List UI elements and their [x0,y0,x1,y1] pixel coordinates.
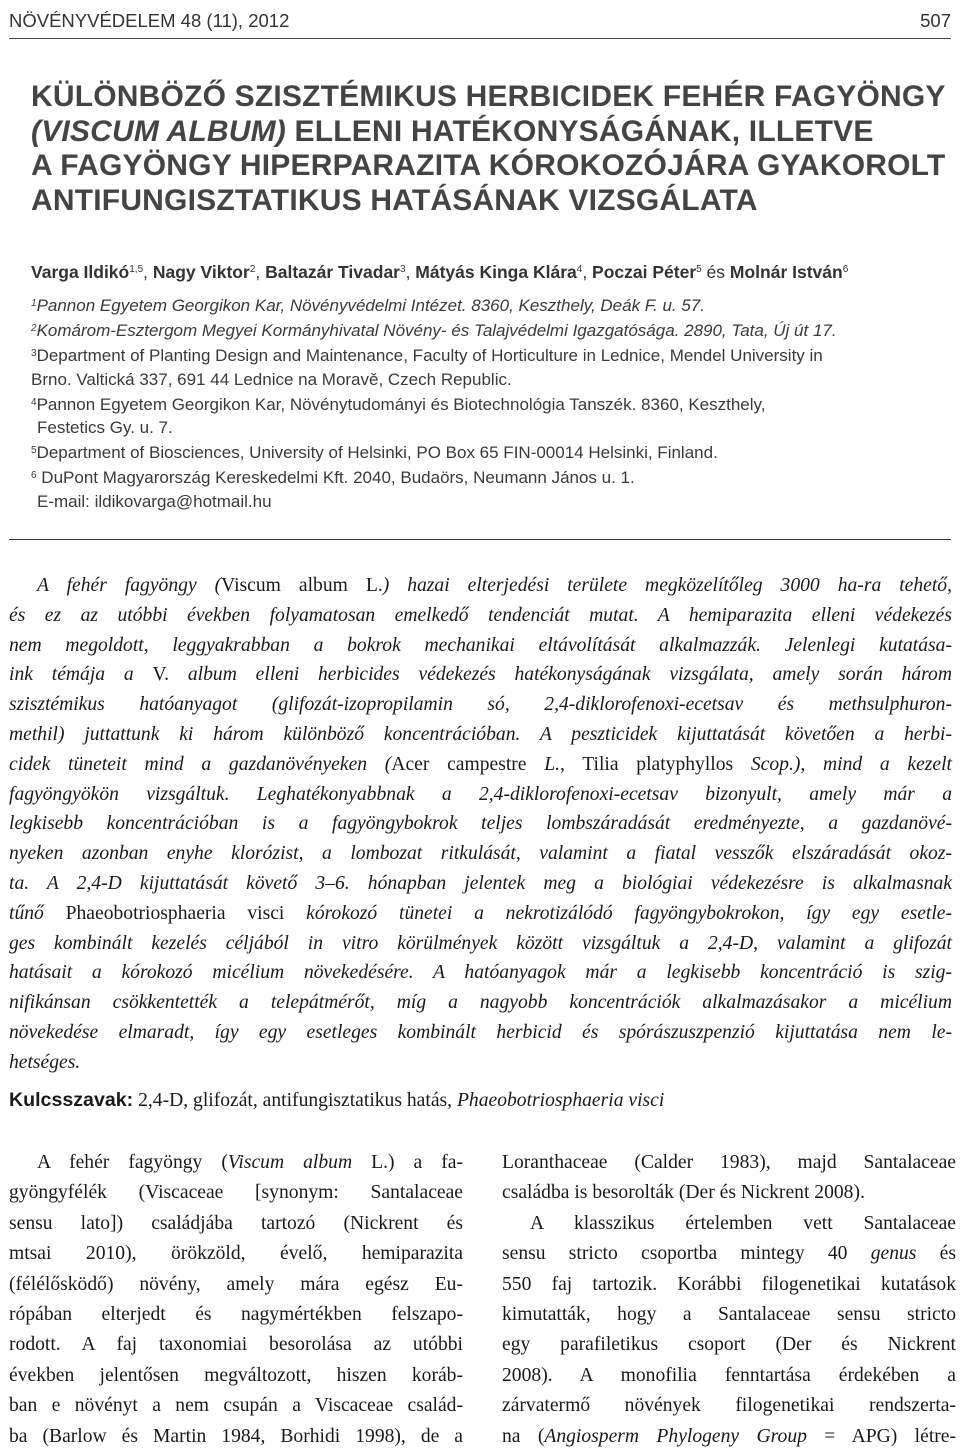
affiliation-1: $^1$Pannon Egyetem Georgikon Kar, Növényvédelmi Intézet. 8360, Keszthely, Deák F. u. 57. [31,296,705,315]
abstract-line: A fehér fagyöngy (Viscum album L.) hazai elterjedési területe megközelítőleg 3000 ha-ra tehető, [37,575,952,596]
author-name: Varga Ildikó [31,262,130,282]
body-line: mtsai 2010), örökzöld, évelő, hemiparazita [9,1243,463,1265]
title-line-1: KÜLÖNBÖZŐ SZISZTÉMIKUS HERBICIDEK FEHÉR FAGYÖNGY [31,80,946,113]
contact-email[interactable]: E-mail: ildikovarga@hotmail.hu [37,491,272,511]
abstract-line: hetséges. [9,1051,81,1073]
keywords-text: 2,4-D, glifozát, antifungisztatikus hatás, [133,1090,457,1111]
body-line: egy parafiletikus csoport (Der és Nickrent [502,1334,956,1356]
body-line: rópában elterjedt és nagymértékben felszapo- [9,1304,463,1326]
author-name: Baltazár Tivadar [265,262,400,282]
author-affil-ref: 6 [842,264,849,275]
abstract-line: methil) juttattunk ki három különböző koncentrációban. A peszticidek kijuttatását követően a herbi- [9,723,952,745]
author-name: Mátyás Kinga Klára [415,262,577,282]
body-line: gyöngyfélék (Viscaceae [synonym: Santalaceae [9,1182,463,1204]
body-line: 550 faj tartozik. Korábbi filogenetikai kutatások [502,1273,956,1295]
abstract-line: ges kombinált kezelés céljából in vitro körülmények között vizsgáltuk a 2,4-D, valamint a glifozát [9,932,952,954]
abstract-line: szisztémikus hatóanyagot (glifozát-izopropilamin só, 2,4-diklorofenoxi-ecetsav és methsulphuron- [9,694,952,716]
keywords-species: Phaeobotriosphaeria visci [456,1090,665,1111]
body-line: ba (Barlow és Martin 1984, Borhidi 1998), de a [9,1425,463,1447]
body-line: Loranthaceae (Calder 1983), majd Santalaceae [502,1152,956,1173]
title-species: (VISCUM ALBUM) [31,114,286,148]
body-column-left [9,1148,463,1452]
keywords-label: Kulcsszavak: [9,1089,134,1111]
abstract-line: nifikánsan csökkentették a telepátmérőt, míg a nagyobb koncentrációk alkalmazásakor a micélium [9,992,952,1014]
affiliation-5: $^5$Department of Biosciences, University of Helsinki, PO Box 65 FIN-00014 Helsinki, Finland. [31,443,718,463]
author-affil-ref: 1,5 [129,264,144,275]
affiliation-2: $^2$Komárom-Esztergom Megyei Kormányhivatal Növény- és Talajvédelmi Igazgatósága. 2890, Tata, Új út 17. [31,321,837,341]
body-line: sensu lato]) családjába tartozó (Nickrent és [9,1212,463,1234]
article-title [31,80,946,218]
abstract-line: fagyöngyökön vizsgáltuk. Leghatékonyabbnak a 2,4-diklorofenoxi-ecetsav bizonyult, amely már a [9,783,952,805]
body-column-right [502,1148,956,1452]
body-line: A klasszikus értelemben vett Santalaceae [530,1212,956,1234]
body-line: kimutatták, hogy a Santalaceae sensu stricto [502,1304,956,1326]
running-header [9,6,951,36]
abstract-line: nem megoldott, leggyakrabban a bokrok mechanikai eltávolítását alkalmazzák. Jelenlegi kutatása- [9,634,952,656]
title-line-4: ANTIFUNGISZTATIKUS HATÁSÁNAK VIZSGÁLATA [31,183,758,217]
abstract-line: nyeken azonban enyhe klorózist, a lombozat ritkulását, valamint a fiatal vesszők elszáradását okoz- [9,843,952,865]
affiliations [31,292,941,513]
affiliation-6: $^6$ DuPont Magyarország Kereskedelmi Kft. 2040, Budaörs, Neumann János u. 1. [31,468,635,488]
abstract-line: legkisebb koncentrációban is a fagyöngybokrok teljes lombszáradását eredményezte, a gazdanövé- [9,813,952,835]
author-affil-ref: 2 [249,264,256,275]
abstract-line: tűnő Phaeobotriosphaeria visci kórokozó tünetei a nekrotizálódó fagyöngybokrokon, így egy esetle- [9,902,953,924]
author-affil-ref: 3 [400,264,406,275]
abstract-line: ink témája a V. album elleni herbicides védekezés hatékonyságának vizsgálata, amely során három [9,664,953,686]
author-name: Nagy Viktor [152,262,250,282]
body-line: sensu stricto csoportba mintegy 40 genus és [502,1243,956,1265]
body-line: rodott. A faj taxonomiai besorolása az utóbbi [9,1334,463,1356]
abstract [9,571,952,1078]
journal-citation: NÖVÉNYVÉDELEM 48 (11), 2012 [9,10,290,31]
body-line: években jelentősen megváltozott, hiszen koráb- [9,1364,463,1386]
author-list: Varga Ildikó$^{1,5}$, Nagy Viktor$^2$, Baltazár Tivadar$^3$, Mátyás Kinga Klára$^4$, Poczai Péter$^5$ és Molnár István$^6$ [31,262,849,282]
abstract-line: cidek tüneteit mind a gazdanövényeken (Acer campestre L., Tilia platyphyllos Scop.), mind a kezelt [9,753,952,775]
author-name: Molnár István [729,262,843,282]
abstract-line: hatásait a kórokozó micélium növekedésére. A hatóanyagok már a legkisebb koncentráció is szig- [9,962,952,984]
body-line: zárvatermő növények filogenetikai rendszerta- [502,1395,956,1417]
body-line: családba is besorolták (Der és Nickrent 2008). [502,1182,865,1204]
body-line: ban e növényt a nem csupán a Viscaceae család- [9,1395,463,1417]
title-line-3: A FAGYÖNGY HIPERPARAZITA KÓROKOZÓJÁRA GYAKOROLT [31,149,946,182]
abstract-line: növekedése elmaradt, így egy esetleges kombinált herbicid és spórászuszpenzió kijuttatása nem le- [9,1021,952,1043]
abstract-line: ta. A 2,4-D kijuttatását követő 3–6. hónapban jelentek meg a biológiai védekezésre is alkalmasnak [9,872,952,894]
body-line: 2008). A monofilia fenntartása érdekében a [502,1364,956,1386]
affiliation-4: $^4$Pannon Egyetem Georgikon Kar, Növénytudományi és Biotechnológia Tanszék. 8360, Keszthely, [31,394,766,414]
author-name: Poczai Péter [592,262,697,282]
author-affil-ref: 5 [696,264,702,275]
page-number: 507 [920,10,951,31]
header-divider [9,38,951,39]
affiliation-4-cont: Festetics Gy. u. 7. [37,418,173,438]
body-line: na (Angiosperm Phylogeny Group = APG) létre- [502,1425,957,1447]
section-divider [9,539,951,540]
abstract-line: és ez az utóbbi években folyamatosan emelkedő tendenciát mutat. A hemiparazita elleni védekezés [9,604,952,626]
title-line-2: (VISCUM ALBUM) ELLENI HATÉKONYSÁGÁNAK, ILLETVE [31,114,874,148]
affiliation-3: $^3$Department of Planting Design and Maintenance, Faculty of Horticulture in Lednice, Mendel University in [31,346,823,366]
author-affil-ref: 4 [576,264,583,275]
body-line: A fehér fagyöngy (Viscum album L.) a fa- [37,1152,464,1173]
affiliation-3-cont: Brno. Valtická 337, 691 44 Lednice na Moravě, Czech Republic. [31,369,512,389]
body-line: (félélősködő) növény, amely mára egész Eu- [9,1273,463,1295]
keywords [9,1089,952,1112]
